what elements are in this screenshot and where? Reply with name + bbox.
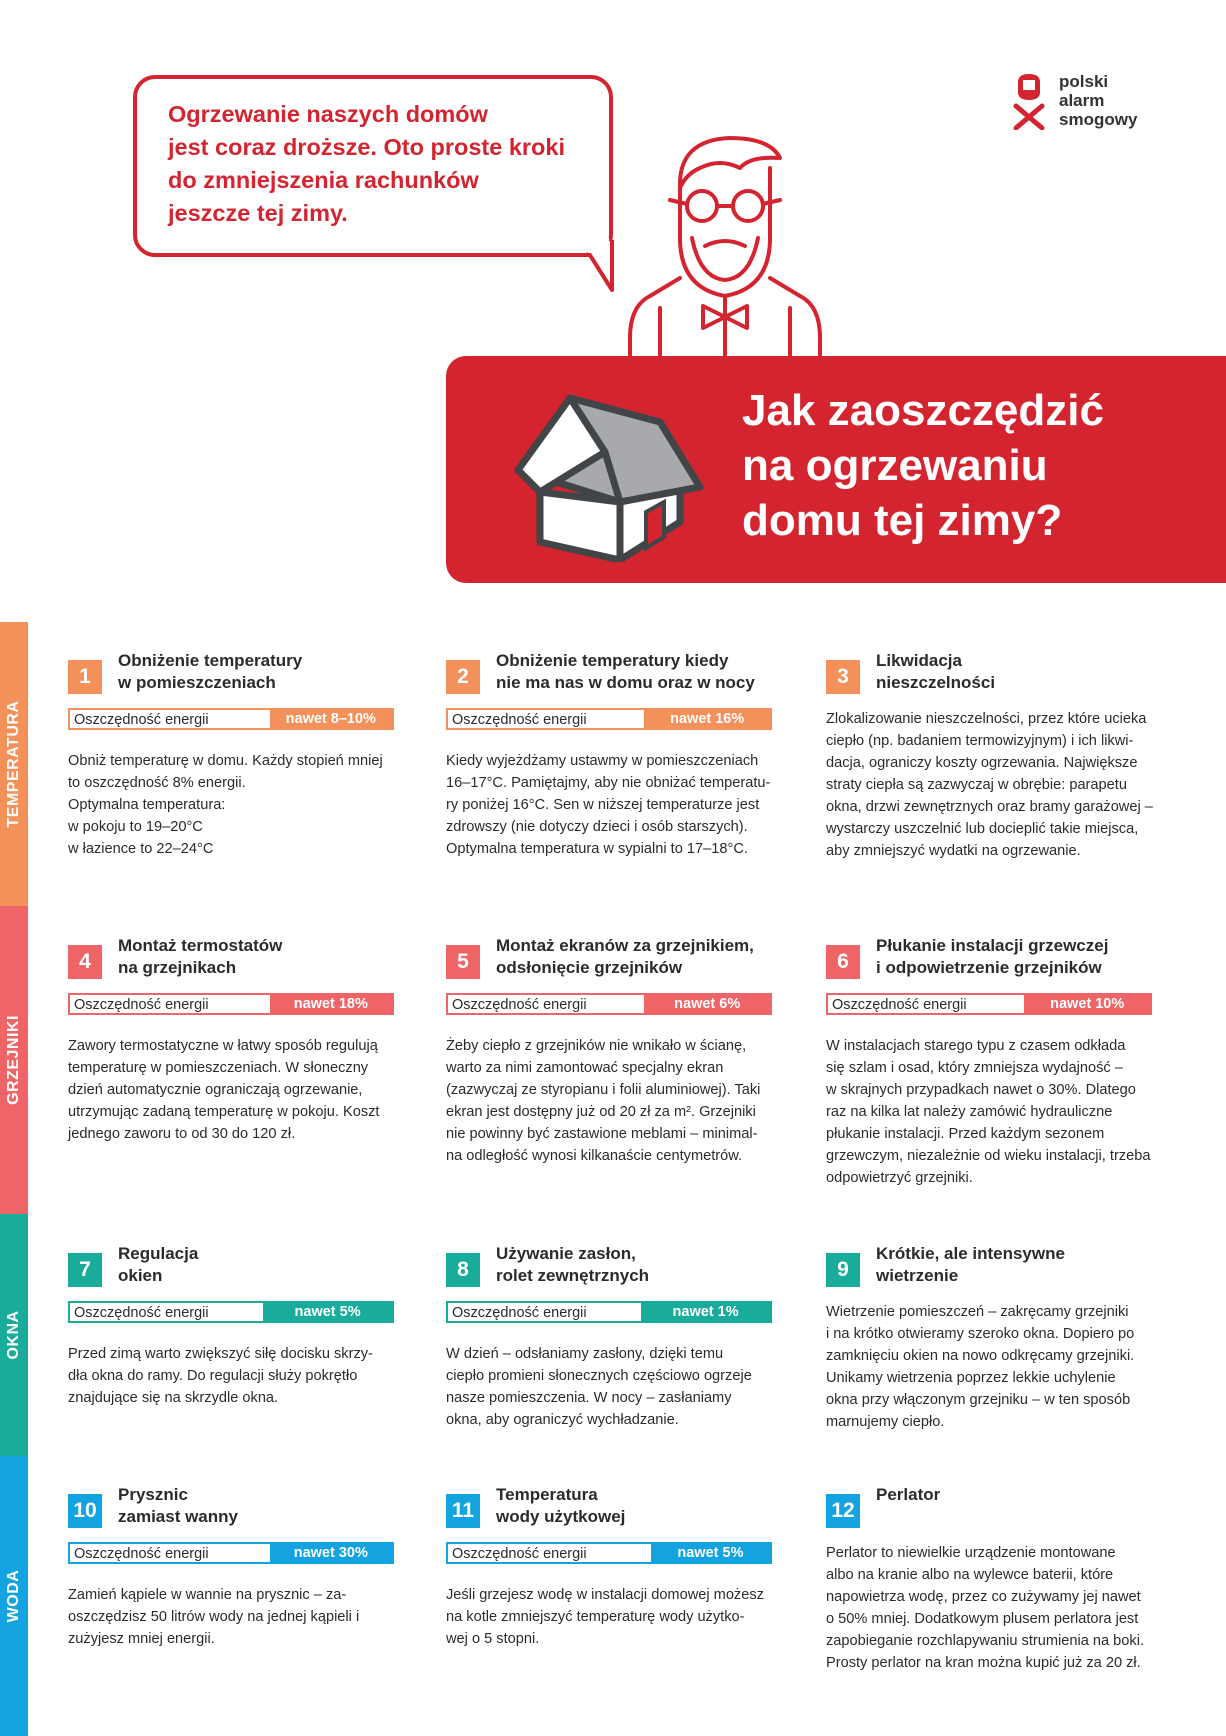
energy-savings-label: Oszczędność energii xyxy=(452,712,587,728)
tip-title: Montaż termostatów na grzejnikach xyxy=(118,936,283,977)
tip-title: Likwidacja nieszczelności xyxy=(876,651,996,692)
tip-number-badge: 1 xyxy=(68,660,102,694)
tip-title: Montaż ekranów za grzejnikiem, odsłonięcie grzejników xyxy=(496,936,754,977)
energy-savings-value: nawet 8–10% xyxy=(270,710,392,728)
energy-savings-label: Oszczędność energii xyxy=(832,997,967,1013)
energy-savings-value: nawet 6% xyxy=(644,995,770,1013)
speech-bubble-text: Ogrzewanie naszych domów jest coraz droższe. Oto proste kroki do zmniejszenia rachunków jeszcze tej zimy. xyxy=(168,101,565,226)
energy-savings-value: nawet 1% xyxy=(641,1303,770,1321)
energy-savings-value: nawet 30% xyxy=(270,1544,392,1562)
energy-savings-value: nawet 5% xyxy=(263,1303,392,1321)
tip-title: Prysznic zamiast wanny xyxy=(118,1485,238,1526)
energy-savings-label: Oszczędność energii xyxy=(74,997,209,1013)
tip-number-badge: 3 xyxy=(826,660,860,694)
tip-title: Obniżenie temperatury kiedy nie ma nas w domu oraz w nocy xyxy=(496,651,755,692)
energy-savings-bar xyxy=(446,993,772,1015)
tip-title: Regulacja okien xyxy=(118,1244,199,1285)
energy-savings-bar xyxy=(446,1301,772,1323)
energy-savings-bar xyxy=(68,1301,394,1323)
smog-alarm-logo-icon xyxy=(1012,72,1046,130)
energy-savings-label: Oszczędność energii xyxy=(452,1546,587,1562)
energy-savings-value: nawet 5% xyxy=(651,1544,770,1562)
tip-number-badge: 5 xyxy=(446,945,480,979)
logo-text: polski alarm smogowy xyxy=(1059,72,1138,129)
tip-description: Zamień kąpiele w wannie na prysznic – za- oszczędzisz 50 litrów wody na jednej kąpieli i zużyjesz mniej energii. xyxy=(68,1587,360,1647)
energy-savings-label: Oszczędność energii xyxy=(74,1305,209,1321)
tip-description: Zlokalizowanie nieszczelności, przez które ucieka ciepło (np. badaniem termowizyjnym) i ich likwi- dacja, ograniczy koszty ogrzewania. Największe straty ciepła są zazwyczaj w obrębie: parapetu okna, drzwi zewnętrznych oraz bramy garażowej – wystarczy uszczelnić lub docieplić takie miejsca, aby zmniejszyć wydatki na ogrzewanie. xyxy=(826,711,1153,859)
tip-description: W instalacjach starego typu z czasem odkłada się szlam i osad, który zmniejsza wydajność – w skrajnych przypadkach nawet o 30%. Dlatego raz na kilka lat należy zamówić hydrauliczne płukanie instalacji. Przed każdym sezonem grzewczym, niezależnie od wieku instalacji, trzeba odpowietrzyć grzejniki. xyxy=(826,1038,1151,1186)
tip-description: Kiedy wyjeżdżamy ustawmy w pomieszczeniach 16–17°C. Pamiętajmy, aby nie obniżać temperatu- ry poniżej 16°C. Sen w niższej temperaturze jest zdrowszy (nie dotyczy dzieci i osób starszych). Optymalna temperatura w sypialni to 17–18°C. xyxy=(446,753,771,857)
category-label-woda: WODA xyxy=(5,1569,22,1623)
tip-title: Używanie zasłon, rolet zewnętrznych xyxy=(496,1244,650,1285)
tip-description: Zawory termostatyczne w łatwy sposób regulują temperaturę w pomieszczeniach. W słoneczny dzień automatycznie ograniczają ogrzewanie, utrzymując zadaną temperaturę w pokoju. Koszt jednego zaworu to od 30 do 120 zł. xyxy=(68,1038,380,1142)
tip-number-badge: 4 xyxy=(68,945,102,979)
tip-number-badge: 11 xyxy=(446,1494,480,1528)
category-label-temperatura: TEMPERATURA xyxy=(5,700,22,828)
energy-savings-bar xyxy=(68,1542,394,1564)
energy-savings-value: nawet 18% xyxy=(270,995,392,1013)
tip-number-badge: 12 xyxy=(826,1494,860,1528)
energy-savings-bar xyxy=(446,1542,772,1564)
energy-savings-value: nawet 10% xyxy=(1024,995,1150,1013)
energy-savings-label: Oszczędność energii xyxy=(74,1546,209,1562)
energy-savings-bar xyxy=(826,993,1152,1015)
tip-description: Jeśli grzejesz wodę w instalacji domowej możesz na kotle zmniejszyć temperaturę wody użytko- wej o 5 stopni. xyxy=(446,1587,764,1647)
tip-number-badge: 6 xyxy=(826,945,860,979)
tip-description: W dzień – odsłaniamy zasłony, dzięki temu ciepło promieni słonecznych częściowo ogrzeje nasze pomieszczenia. W nocy – zasłaniamy okna, aby ograniczyć wychładzanie. xyxy=(446,1346,752,1428)
tip-number-badge: 10 xyxy=(68,1494,102,1528)
tip-title: Perlator xyxy=(876,1485,941,1504)
tip-description: Żeby ciepło z grzejników nie wnikało w ścianę, warto za nimi zamontować specjalny ekran (zazwyczaj ze styropianu i folii aluminiowej). Taki ekran jest dostępny już od 20 zł za m². Grzejniki nie powinny być zastawione meblami – minimal- na odległość wynosi kilkanaście centymetrów. xyxy=(446,1038,761,1164)
energy-savings-bar xyxy=(68,708,394,730)
tip-title: Temperatura wody użytkowej xyxy=(496,1485,626,1526)
energy-savings-label: Oszczędność energii xyxy=(452,997,587,1013)
tip-title: Obniżenie temperatury w pomieszczeniach xyxy=(118,651,303,692)
tip-description: Wietrzenie pomieszczeń – zakręcamy grzejniki i na krótko otwieramy szeroko okna. Dopiero po zamknięciu okien na nowo odkręcamy grzejniki. Unikamy wietrzenia poprzez lekkie uchylenie okna przy włączonym grzejniku – w ten sposób marnujemy ciepło. xyxy=(826,1304,1135,1430)
tip-title: Płukanie instalacji grzewczej i odpowietrzenie grzejników xyxy=(876,936,1109,977)
energy-savings-bar xyxy=(68,993,394,1015)
tip-description: Perlator to niewielkie urządzenie montowane albo na kranie albo na wylewce baterii, które napowietrza wodę, przez co zużywamy jej nawet o 50% mniej. Dodatkowym plusem perlatora jest zapobieganie rozchlapywaniu strumienia na boki. Prosty perlator na kran można kupić już za 20 zł. xyxy=(826,1545,1145,1671)
tip-number-badge: 7 xyxy=(68,1253,102,1287)
category-label-grzejniki: GRZEJNIKI xyxy=(5,1015,22,1105)
energy-savings-bar xyxy=(446,708,772,730)
energy-savings-label: Oszczędność energii xyxy=(452,1305,587,1321)
tip-title: Krótkie, ale intensywne wietrzenie xyxy=(876,1244,1065,1285)
bearded-man-with-glasses-icon xyxy=(620,128,830,358)
banner-title: Jak zaoszczędzić na ogrzewaniu domu tej zimy? xyxy=(742,386,1104,545)
category-label-okna: OKNA xyxy=(5,1310,22,1360)
tip-number-badge: 2 xyxy=(446,660,480,694)
energy-savings-value: nawet 16% xyxy=(644,710,770,728)
tip-number-badge: 8 xyxy=(446,1253,480,1287)
tip-number-badge: 9 xyxy=(826,1253,860,1287)
house-icon xyxy=(510,392,706,562)
tip-description: Obniż temperaturę w domu. Każdy stopień mniej to oszczędność 8% energii. Optymalna temperatura: w pokoju to 19–20°C w łazience to 22–24°C xyxy=(68,753,383,857)
energy-savings-label: Oszczędność energii xyxy=(74,712,209,728)
tip-description: Przed zimą warto zwiększyć siłę docisku skrzy- dła okna do ramy. Do regulacji służy pokrętło znajdujące się na skrzydle okna. xyxy=(68,1346,373,1406)
